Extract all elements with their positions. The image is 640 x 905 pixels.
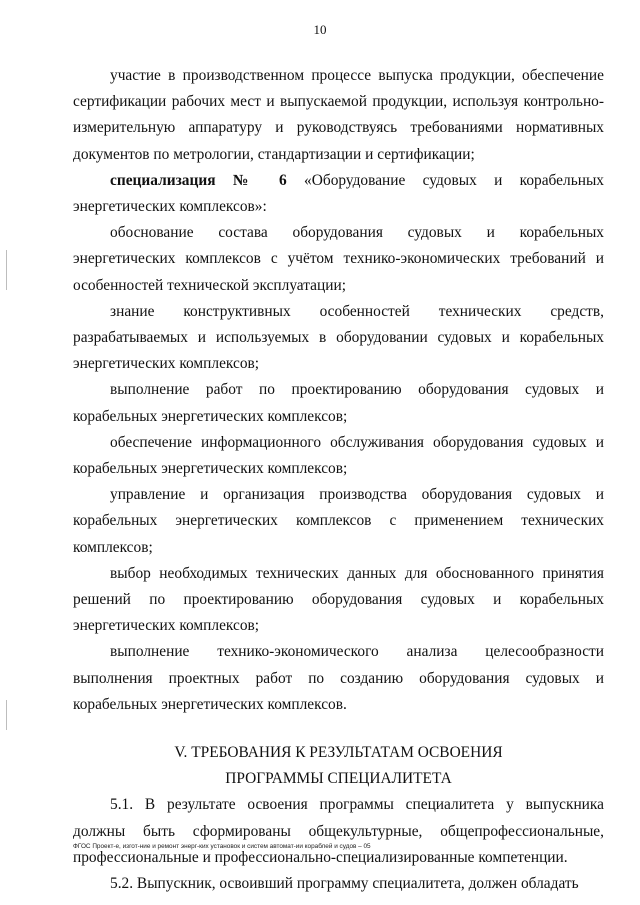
section-heading-line: ПРОГРАММЫ СПЕЦИАЛИТЕТА [225, 770, 452, 788]
paragraph-text: «Оборудование судовых и корабельных энергетических комплексов»: [73, 171, 604, 216]
bold-term: специализация № 6 [110, 171, 287, 189]
scan-edge-mark [6, 250, 7, 290]
body-paragraph [73, 639, 604, 718]
body-paragraph [73, 482, 604, 561]
paragraph-text: выполнение работ по проектированию оборудования судовых и корабельных энергетических комплексов; [73, 381, 604, 425]
body-paragraph [73, 220, 604, 299]
body-paragraph [73, 561, 604, 640]
body-paragraph [73, 168, 604, 220]
body-paragraph [73, 63, 604, 168]
page-number: 10 [313, 22, 327, 37]
paragraph-text: обеспечение информационного обслуживания оборудования судовых и корабельных энергетических комплексов; [73, 433, 604, 478]
section-paragraph: 5.2. Выпускник, освоивший программу специалитета, должен обладать [110, 875, 579, 893]
body-paragraph [73, 377, 604, 429]
section-heading [73, 740, 604, 792]
paragraph-text: знание конструктивных особенностей технических средств, разрабатываемых и используемых в оборудовании судовых и корабельных энергетических комплексов; [73, 302, 604, 373]
paragraph-text: обоснование состава оборудования судовых и корабельных энергетических комплексов с учётом технико-экономических требований и особенностей технической эксплуатации; [73, 224, 604, 294]
body-paragraph [73, 299, 604, 378]
section-paragraph: 5.1. В результате освоения программы специалитета у выпускника должны быть сформированы общекультурные, общепрофессиональные, профессиональные и профессионально-специализированные компетенции. [73, 796, 604, 866]
body-paragraph [73, 430, 604, 482]
paragraph-text: выполнение технико-экономического анализа целесообразности выполнения проектных работ по созданию оборудования судовых и корабельных энергетических комплексов. [73, 643, 604, 713]
paragraph-text: выбор необходимых технических данных для обоснованного принятия решений по проектированию оборудования судовых и корабельных энергетических комплексов; [73, 564, 604, 635]
page-footer: ФГОС Проект-е, изгот-ние и ремонт энерг-ких установок и систем автомат-ии кораблей и судов – 05 [73, 843, 371, 850]
document-body [73, 63, 604, 897]
scan-edge-mark [6, 700, 7, 730]
section-heading-line: V. ТРЕБОВАНИЯ К РЕЗУЛЬТАТАМ ОСВОЕНИЯ [174, 744, 503, 762]
paragraph-text: управление и организация производства оборудования судовых и корабельных энергетических комплексов с применением технических комплексов; [73, 486, 604, 556]
paragraph-text: участие в производственном процессе выпуска продукции, обеспечение сертификации рабочих мест и выпускаемой продукции, используя контрольно-измерительную аппаратуру и руководствуясь требованиями нормативных документов по метрологии, стандартизации и сертификации; [73, 67, 604, 163]
